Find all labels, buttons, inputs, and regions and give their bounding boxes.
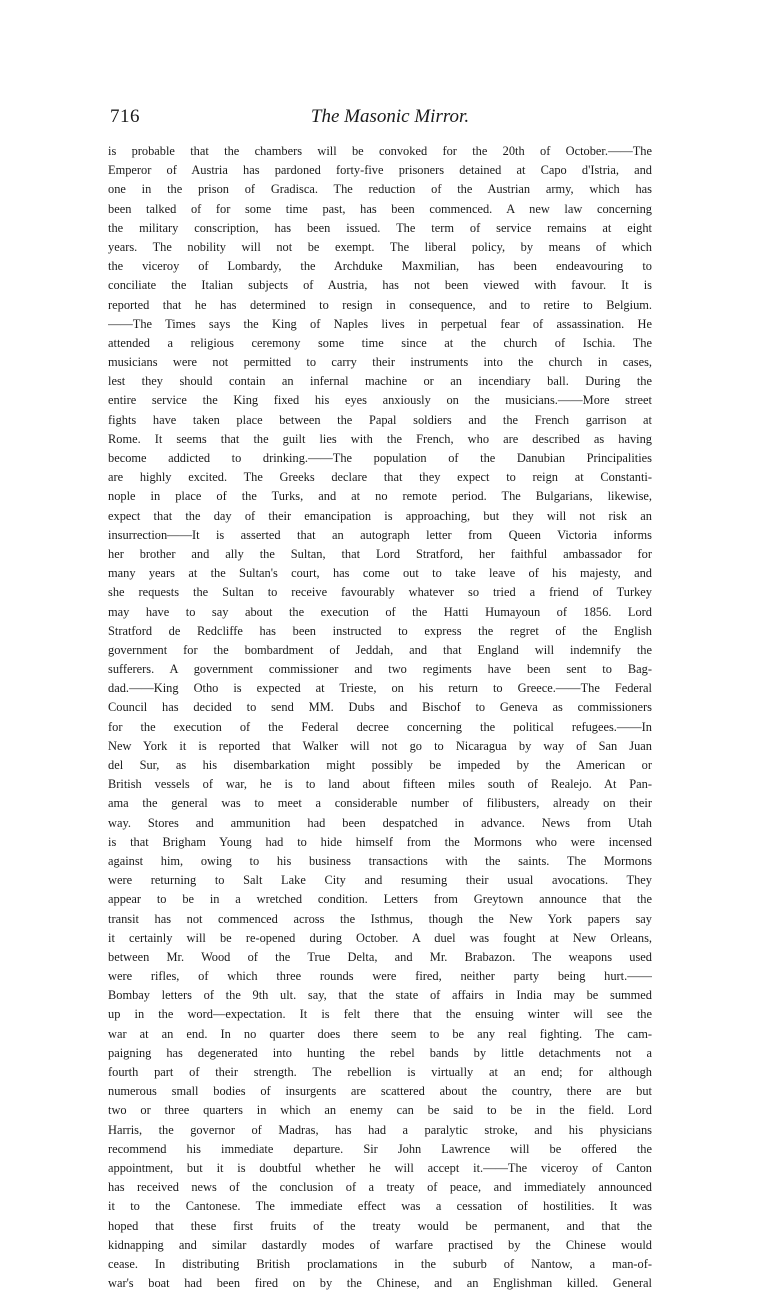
text-line: del Sur, as his disembarkation might possibly be impeded by the American or — [108, 758, 652, 772]
text-line: war at an end. In no quarter does there seem to be any real fighting. The cam- — [108, 1026, 652, 1041]
text-line: her brother and ally the Sultan, that Lord Stratford, her faithful ambassador for — [108, 546, 652, 561]
text-line: ——The Times says the King of Naples lives in perpetual fear of assassination. He — [108, 316, 652, 331]
text-line: one in the prison of Gradisca. The reduction of the Austrian army, which has — [108, 182, 652, 197]
text-line: were rifles, of which three rounds were fired, neither party being hurt.—— — [108, 969, 652, 984]
text-line: appear to be in a wretched condition. Letters from Greytown announce that the — [108, 892, 652, 907]
text-line: British vessels of war, he is to land about fifteen miles south of Realejo. At Pan- — [108, 777, 652, 792]
text-line: the viceroy of Lombardy, the Archduke Maxmilian, has been endeavouring to — [108, 259, 652, 274]
text-line: she requests the Sultan to receive favourably whatever so tried a friend of Turkey — [108, 585, 652, 600]
text-line: recommend his immediate departure. Sir John Lawrence will be offered the — [108, 1141, 652, 1156]
text-line: paigning has degenerated into hunting the rebel bands by little detachments not a — [108, 1045, 652, 1060]
text-line: attended a religious ceremony some time since at the church of Ischia. The — [108, 335, 652, 350]
text-line: government for the bombardment of Jeddah, and that England will indemnify the — [108, 642, 652, 657]
text-line: hoped that these first fruits of the treaty would be permanent, and that the — [108, 1218, 652, 1233]
text-line: Stratford de Redcliffe has been instructed to express the regret of the English — [108, 623, 652, 638]
text-line: were returning to Salt Lake City and resuming their usual avocations. They — [108, 873, 652, 888]
text-line: ama the general was to meet a considerable number of filibusters, already on their — [108, 796, 652, 811]
text-line: years. The nobility will not be exempt. The liberal policy, by means of which — [108, 239, 652, 254]
text-line: kidnapping and similar dastardly modes of warfare practised by the Chinese would — [108, 1237, 652, 1252]
text-line: lest they should contain an infernal machine or an incendiary ball. During the — [108, 374, 652, 389]
text-line: fights have taken place between the Papal soldiers and the French garrison at — [108, 412, 652, 427]
text-line: Emperor of Austria has pardoned forty-five prisoners detained at Capo d'Istria, and — [108, 163, 652, 178]
text-line: entire service the King fixed his eyes anxiously on the musicians.——More street — [108, 393, 652, 408]
text-line: numerous small bodies of insurgents are scattered about the country, there are but — [108, 1084, 652, 1099]
text-line: has received news of the conclusion of a treaty of peace, and immediately announced — [108, 1180, 652, 1195]
text-line: two or three quarters in which an enemy can be said to be in the field. Lord — [108, 1103, 652, 1118]
text-line: Council has decided to send MM. Dubs and Bischof to Geneva as commissioners — [108, 700, 652, 715]
text-line: the military conscription, has been issued. The term of service remains at eight — [108, 220, 652, 235]
text-line: is that Brigham Young had to hide himself from the Mormons who were incensed — [108, 834, 652, 849]
text-line: Bombay letters of the 9th ult. say, that the state of affairs in India may be summed — [108, 988, 652, 1003]
text-line: insurrection——It is asserted that an autograph letter from Queen Victoria informs — [108, 527, 652, 542]
text-line: war's boat had been fired on by the Chinese, and an Englishman killed. General — [108, 1276, 652, 1291]
text-line: reported that he has determined to resign in consequence, and to retire to Belgium. — [108, 297, 652, 312]
text-line: New York it is reported that Walker will not go to Nicaragua by way of San Juan — [108, 738, 652, 753]
text-line: may have to say about the execution of the Hatti Humayoun of 1856. Lord — [108, 604, 652, 619]
running-title: The Masonic Mirror. — [310, 106, 470, 127]
text-line: cease. In distributing British proclamations in the suburb of Nantow, a man-of- — [108, 1256, 652, 1271]
text-line: up in the word—expectation. It is felt there that the ensuing winter will see the — [108, 1007, 652, 1022]
text-line: become addicted to drinking.——The population of the Danubian Principalities — [108, 451, 652, 465]
text-line: conciliate the Italian subjects of Austria, has not been viewed with favour. It is — [108, 278, 652, 293]
text-line: musicians were not permitted to carry their instruments into the church in cases, — [108, 355, 652, 370]
text-line: are highly excited. The Greeks declare that they expect to reign at Constanti- — [108, 470, 652, 485]
text-line: dad.——King Otho is expected at Trieste, on his return to Greece.——The Federal — [108, 681, 652, 696]
text-line: fourth part of their strength. The rebellion is virtually at an end; for although — [108, 1065, 652, 1079]
text-line: way. Stores and ammunition had been despatched in advance. News from Utah — [108, 815, 652, 830]
text-line: transit has not commenced across the Isthmus, though the New York papers say — [108, 911, 652, 926]
text-line: against him, owing to his business transactions with the saints. The Mormons — [108, 853, 652, 868]
text-line: sufferers. A government commissioner and two regiments have been sent to Bag- — [108, 662, 652, 677]
running-header — [110, 106, 650, 132]
text-line: it certainly will be re-opened during October. A duel was fought at New Orleans, — [108, 930, 652, 945]
text-line: between Mr. Wood of the True Delta, and Mr. Brabazon. The weapons used — [108, 949, 652, 964]
page-number: 716 — [110, 106, 140, 127]
text-line: it to the Cantonese. The immediate effect was a cessation of hostilities. It was — [108, 1199, 652, 1214]
body-text — [108, 142, 652, 1293]
text-line: expect that the day of their emancipation is approaching, but they will not risk an — [108, 508, 652, 523]
text-line: Rome. It seems that the guilt lies with the French, who are described as having — [108, 431, 652, 446]
text-line: been talked of for some time past, has been commenced. A new law concerning — [108, 201, 652, 216]
text-line: many years at the Sultan's court, has come out to take leave of his majesty, and — [108, 566, 652, 581]
text-line: is probable that the chambers will be convoked for the 20th of October.——The — [108, 144, 652, 158]
text-line: appointment, but it is doubtful whether he will accept it.——The viceroy of Canton — [108, 1160, 652, 1175]
text-line: nople in place of the Turks, and at no remote period. The Bulgarians, likewise, — [108, 489, 652, 504]
text-line: Harris, the governor of Madras, has had a paralytic stroke, and his physicians — [108, 1122, 652, 1137]
text-line: for the execution of the Federal decree concerning the political refugees.——In — [108, 719, 652, 734]
